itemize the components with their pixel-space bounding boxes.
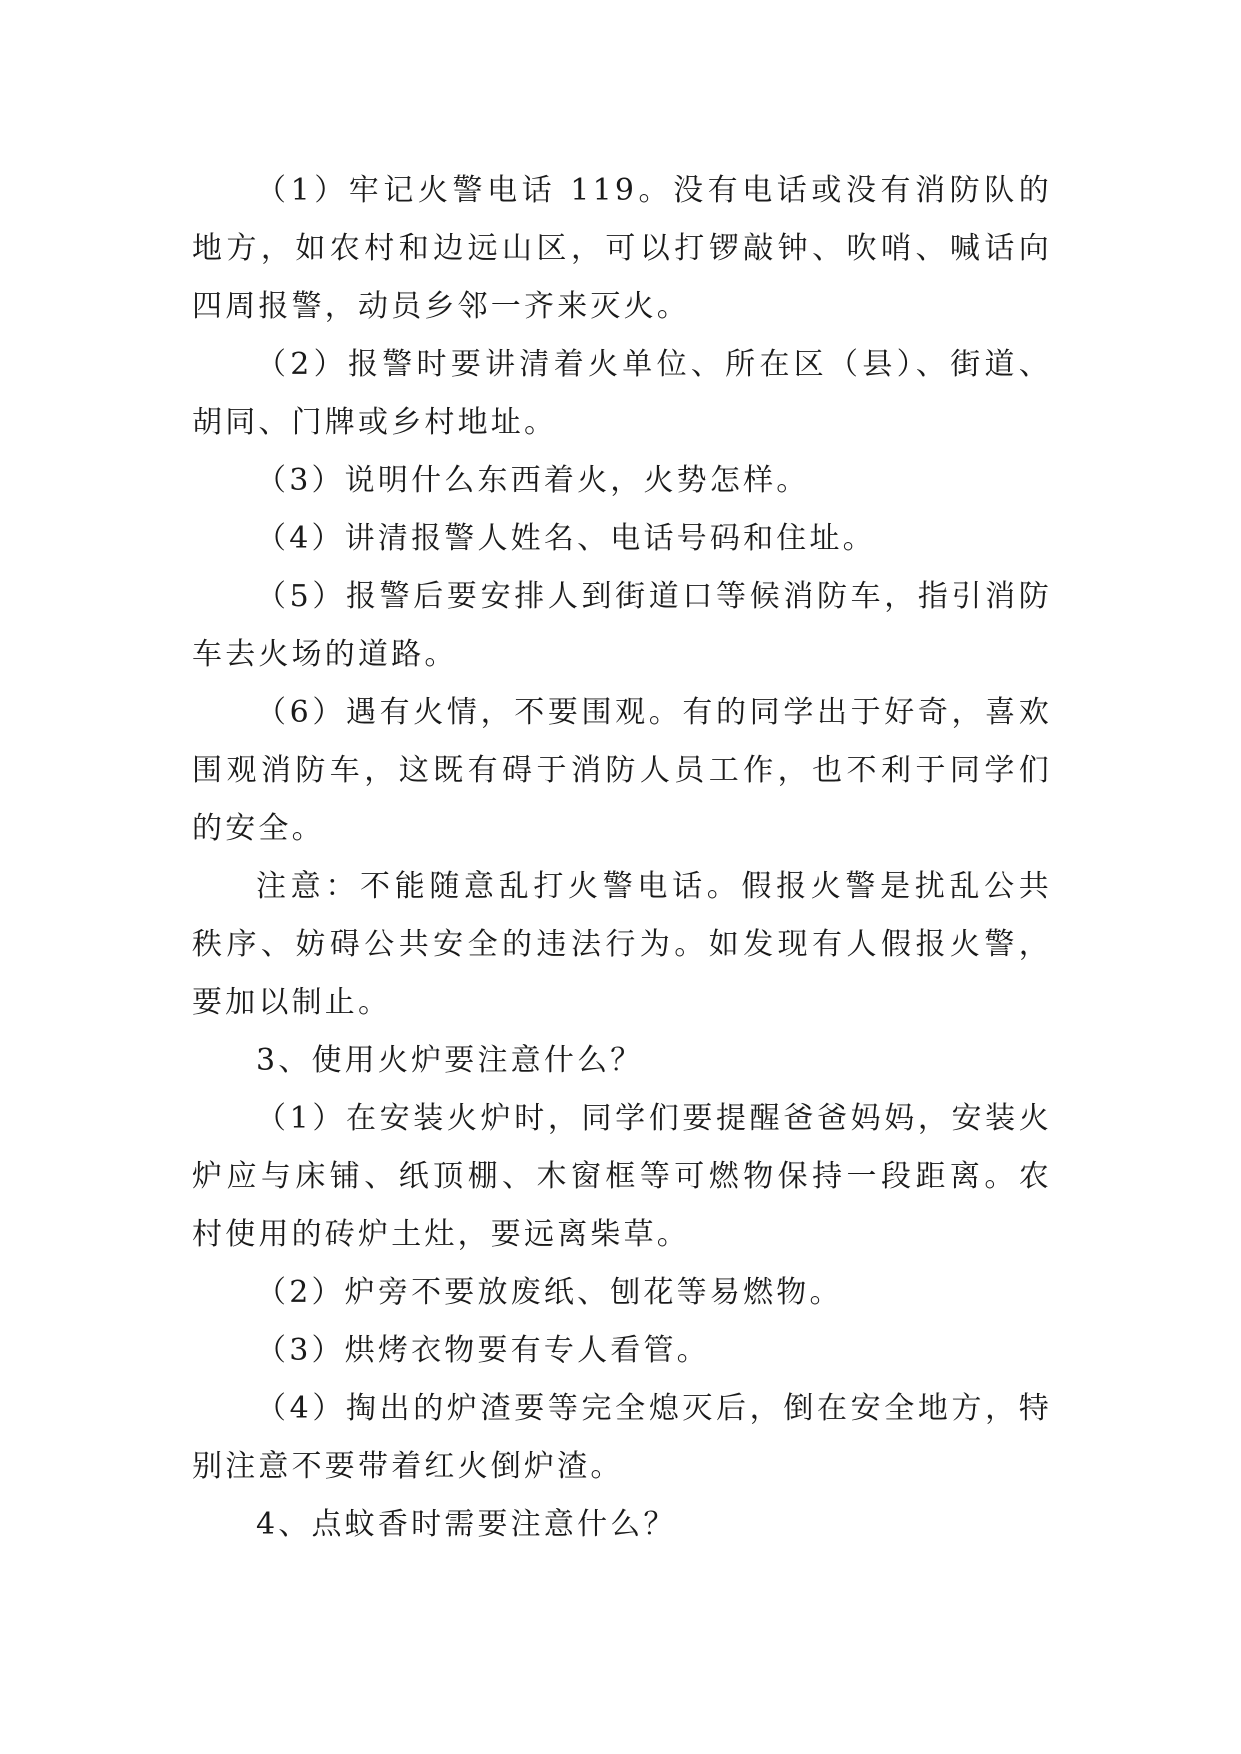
paragraph-cinders: （4）掏出的炉渣要等完全熄灭后，倒在安全地方，特别注意不要带着红火倒炉渣。 — [192, 1391, 1052, 1484]
paragraph-guide-firetruck: （5）报警后要安排人到街道口等候消防车，指引消防车去火场的道路。 — [192, 579, 1052, 672]
paragraph-alarm-119: （1）牢记火警电话 119。没有电话或没有消防队的地方，如农村和边远山区，可以打锣敲钟、吹哨、喊话向四周报警，动员乡邻一齐来灭火。 — [192, 173, 1052, 324]
section-heading-mosquito-coil: 4、点蚊香时需要注意什么？ — [256, 1507, 677, 1542]
paragraph-stove-install: （1）在安装火炉时，同学们要提醒爸爸妈妈，安装火炉应与床铺、纸顶棚、木窗框等可燃物保持一段距离。农村使用的砖炉土灶，要远离柴草。 — [192, 1101, 1052, 1252]
paragraph-notice-false-alarm: 注意：不能随意乱打火警电话。假报火警是扰乱公共秩序、妨碍公共安全的违法行为。如发现有人假报火警，要加以制止。 — [192, 869, 1052, 1020]
section-heading-stove: 3、使用火炉要注意什么？ — [256, 1043, 644, 1078]
paragraph-report-address: （2）报警时要讲清着火单位、所在区（县）、街道、胡同、门牌或乡村地址。 — [192, 347, 1052, 440]
paragraph-drying-clothes: （3）烘烤衣物要有专人看管。 — [256, 1333, 710, 1368]
paragraph-stove-flammables: （2）炉旁不要放废纸、刨花等易燃物。 — [256, 1275, 843, 1310]
paragraph-no-watching: （6）遇有火情，不要围观。有的同学出于好奇，喜欢围观消防车，这既有碍于消防人员工作，也不利于同学们的安全。 — [192, 695, 1052, 846]
paragraph-reporter-info: （4）讲清报警人姓名、电话号码和住址。 — [256, 521, 876, 556]
paragraph-describe-fire: （3）说明什么东西着火，火势怎样。 — [256, 463, 810, 498]
document-body — [192, 162, 1052, 1554]
